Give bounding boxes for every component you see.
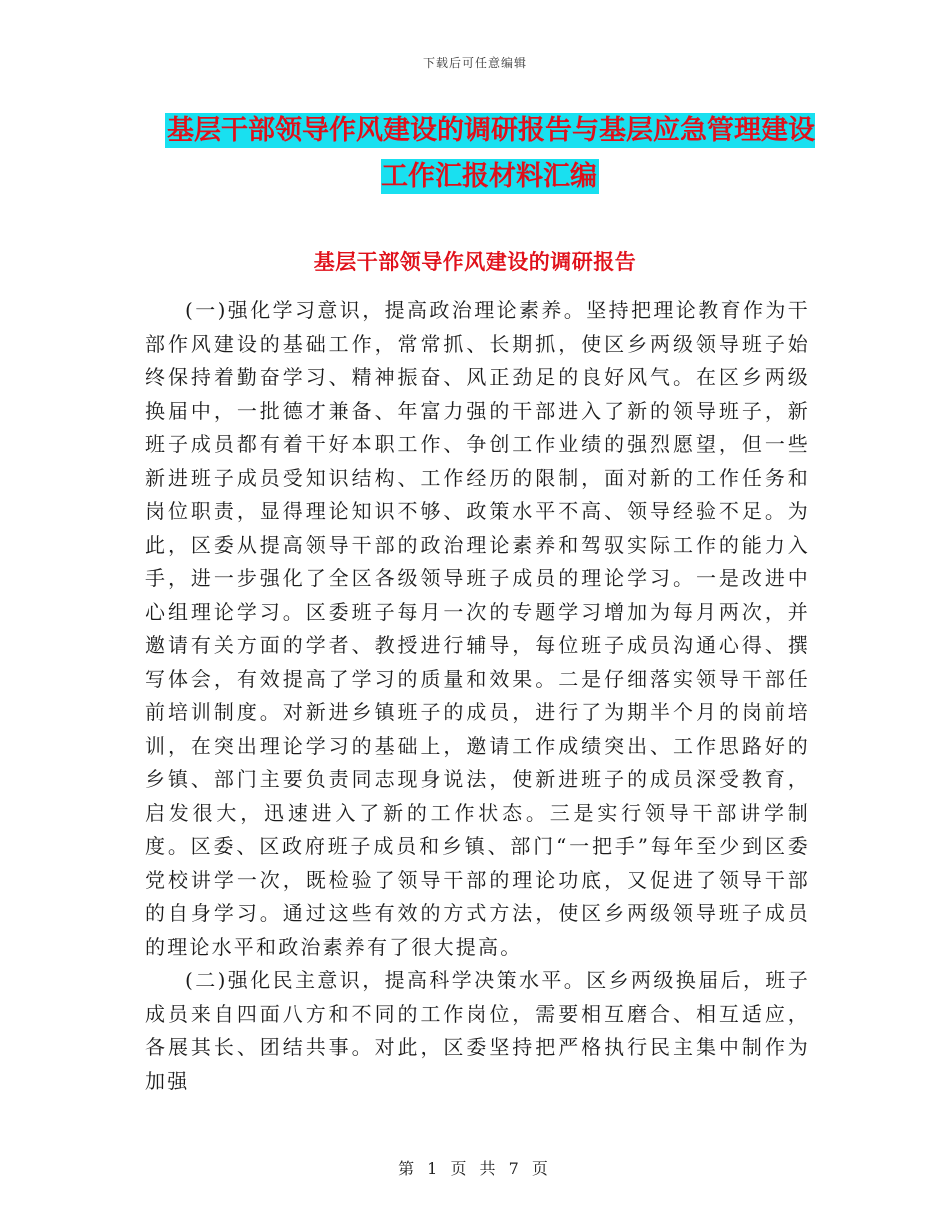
paragraph-2: (二)强化民主意识，提高科学决策水平。区乡两级换届后，班子成员来自四面八方和不同的工作岗位，需要相互磨合、相互适应，各展其长、团结共事。对此，区委坚持把严格执行民主集中制作为加强	[145, 968, 810, 1093]
header-note: 下载后可任意编辑	[422, 56, 527, 70]
section-title: 基层干部领导作风建设的调研报告	[313, 249, 637, 274]
document-title-text: 基层干部领导作风建设的调研报告与基层应急管理建设工作汇报材料汇编	[167, 115, 815, 192]
page-number: 第 1 页 共 7 页	[398, 1159, 552, 1178]
document-body	[145, 294, 810, 1098]
document-title	[160, 108, 820, 200]
paragraph-1: (一)强化学习意识，提高政治理论素养。坚持把理论教育作为干部作风建设的基础工作，常常抓、长期抓，使区乡两级领导班子始终保持着勤奋学习、精神振奋、风正劲足的良好风气。在区乡两级换届中，一批德才兼备、年富力强的干部进入了新的领导班子，新班子成员都有着干好本职工作、争创工作业绩的强烈愿望，但一些新进班子成员受知识结构、工作经历的限制，面对新的工作任务和岗位职责，显得理论知识不够、政策水平不高、领导经验不足。为此，区委从提高领导干部的政治理论素养和驾驭实际工作的能力入手，进一步强化了全区各级领导班子成员的理论学习。一是改进中心组理论学习。区委班子每月一次的专题学习增加为每月两次，并邀请有关方面的学者、教授进行辅导，每位班子成员沟通心得、撰写体会，有效提高了学习的质量和效果。二是仔细落实领导干部任前培训制度。对新进乡镇班子的成员，进行了为期半个月的岗前培训，在突出理论学习的基础上，邀请工作成绩突出、工作思路好的乡镇、部门主要负责同志现身说法，使新进班子的成员深受教育，启发很大，迅速进入了新的工作状态。三是实行领导干部讲学制度。区委、区政府班子成员和乡镇、部门“一把手”每年至少到区委党校讲学一次，既检验了领导干部的理论功底，又促进了领导干部的自身学习。通过这些有效的方式方法，使区乡两级领导班子成员的理论水平和政治素养有了很大提高。	[145, 298, 810, 959]
